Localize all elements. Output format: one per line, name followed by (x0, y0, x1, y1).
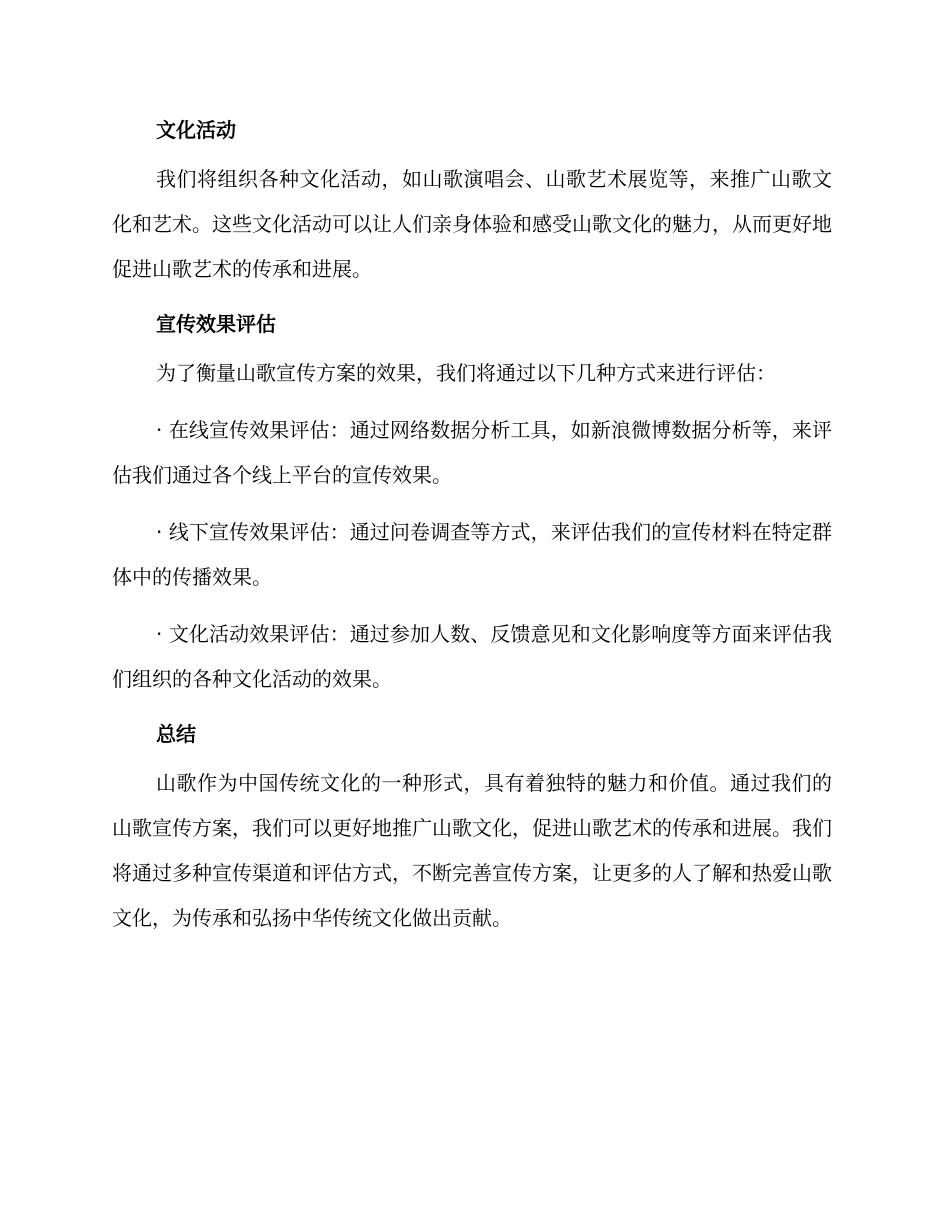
paragraph-cultural-activities: 我们将组织各种文化活动，如山歌演唱会、山歌艺术展览等，来推广山歌文化和艺术。这些文化活动可以让人们亲身体验和感受山歌文化的魅力，从而更好地促进山歌艺术的传承和进展。 (112, 167, 832, 281)
section-heading-summary: 总结 (156, 722, 196, 746)
section-heading-cultural-activities: 文化活动 (156, 118, 236, 142)
list-item-offline-evaluation: · 线下宣传效果评估：通过问卷调查等方式，来评估我们的宣传材料在特定群体中的传播效果。 (112, 520, 832, 589)
section-heading-evaluation: 宣传效果评估 (156, 312, 276, 336)
paragraph-evaluation-intro: 为了衡量山歌宣传方案的效果，我们将通过以下几种方式来进行评估： (156, 361, 776, 385)
paragraph-summary: 山歌作为中国传统文化的一种形式，具有着独特的魅力和价值。通过我们的山歌宣传方案，我们可以更好地推广山歌文化，促进山歌艺术的传承和进展。我们将通过多种宣传渠道和评估方式，不断完善宣传方案，让更多的人了解和热爱山歌文化，为传承和弘扬中华传统文化做出贡献。 (112, 771, 832, 930)
list-item-activity-evaluation: · 文化活动效果评估：通过参加人数、反馈意见和文化影响度等方面来评估我们组织的各种文化活动的效果。 (112, 622, 832, 691)
list-item-online-evaluation: · 在线宣传效果评估：通过网络数据分析工具，如新浪微博数据分析等，来评估我们通过各个线上平台的宣传效果。 (112, 418, 832, 487)
